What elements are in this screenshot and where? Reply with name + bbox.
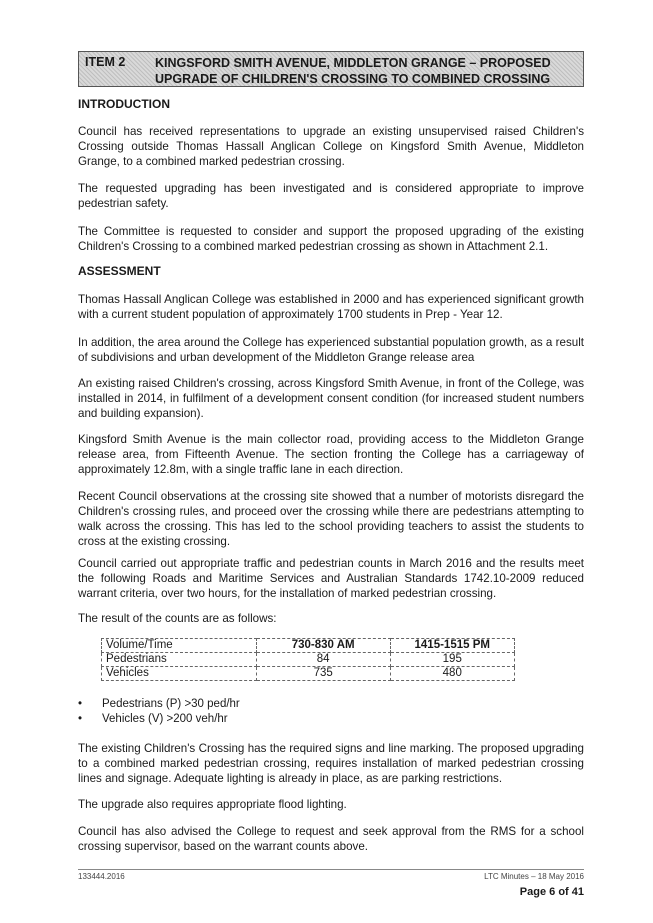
assessment-paragraph-1: Thomas Hassall Anglican College was established in 2000 and has experienced significant growth with a current student population of approximately 1700 students in Prep - Year 12. (78, 293, 584, 321)
assessment-paragraph-6: Council carried out appropriate traffic and pedestrian counts in March 2016 and the results meet the following Roads and Maritime Services and Australian Standards 1742.10-2009 reduced warrant criteria, over two hours, for the installation of marked pedestrian crossing. (78, 557, 584, 600)
assessment-paragraph-4: Kingsford Smith Avenue is the main collector road, providing access to the Middleton Grange release area, from Fifteenth Avenue. The section fronting the College has a carriageway of approximately 12.8m, with a single traffic lane in each direction. (78, 433, 584, 476)
table-header-cell: 730-830 AM (256, 639, 390, 653)
page-number: Page 6 of 41 (519, 886, 584, 898)
table-cell: Pedestrians (102, 653, 257, 667)
item-header-box (78, 51, 584, 87)
footer-minutes-date: LTC Minutes – 18 May 2016 (484, 872, 584, 881)
table-cell: Vehicles (102, 667, 257, 681)
table-header-cell: Volume/Time (102, 639, 257, 653)
assessment-paragraph-2: In addition, the area around the College has experienced substantial population growth, as a result of subdivisions and urban development of the Middleton Grange release area (78, 336, 584, 364)
item-title (155, 55, 580, 87)
criteria-bullet-list (78, 697, 240, 727)
list-item (78, 697, 240, 712)
counts-table (101, 638, 515, 681)
bullet-text: Vehicles (V) >200 veh/hr (102, 713, 228, 725)
intro-paragraph-1: Council has received representations to upgrade an existing unsupervised raised Children's Crossing outside Thomas Hassall Anglican College on Kingsford Smith Avenue, Middleton Grange, to a combined marked pedestrian crossing. (78, 125, 584, 168)
intro-paragraph-3: The Committee is requested to consider and support the proposed upgrading of the existing Children's Crossing to a combined marked pedestrian crossing as shown in Attachment 2.1. (78, 225, 584, 253)
table-cell: 480 (390, 667, 515, 681)
assessment-paragraph-7: The result of the counts are as follows: (78, 612, 277, 625)
table-cell: 735 (256, 667, 390, 681)
assessment-paragraph-5: Recent Council observations at the crossing site showed that a number of motorists disregard the Children's crossing rules, and proceed over the crossing while there are pedestrians attempting to walk across the crossing. This has led to the school providing teachers to assist the students to cross at the existing crossing. (78, 490, 584, 548)
bullet-icon: • (78, 698, 83, 710)
table-header-row (102, 639, 515, 653)
introduction-heading: INTRODUCTION (78, 97, 170, 111)
item-title-line-2: UPGRADE OF CHILDREN'S CROSSING TO COMBINED CROSSING (155, 72, 551, 86)
footer-divider (78, 869, 584, 870)
table-header-cell: 1415-1515 PM (390, 639, 515, 653)
bullet-text: Pedestrians (P) >30 ped/hr (102, 698, 240, 710)
table-cell: 195 (390, 653, 515, 667)
intro-paragraph-2: The requested upgrading has been investigated and is considered appropriate to improve pedestrian safety. (78, 182, 584, 210)
assessment-paragraph-9: The upgrade also requires appropriate flood lighting. (78, 798, 347, 811)
list-item (78, 712, 240, 727)
assessment-heading: ASSESSMENT (78, 264, 161, 278)
assessment-paragraph-3: An existing raised Children's crossing, across Kingsford Smith Avenue, in front of the College, was installed in 2014, in fulfilment of a development consent condition (for increased student numbers and building expansion). (78, 377, 584, 420)
item-title-line-1: KINGSFORD SMITH AVENUE, MIDDLETON GRANGE – PROPOSED (155, 56, 551, 70)
item-number: ITEM 2 (85, 55, 126, 69)
table-row (102, 653, 515, 667)
bullet-icon: • (78, 713, 83, 725)
assessment-paragraph-8: The existing Children's Crossing has the required signs and line marking. The proposed upgrading to a combined marked pedestrian crossing, requires installation of marked pedestrian crossing lines and signage. Adequate lighting is already in place, as are parking restrictions. (78, 742, 584, 785)
table-cell: 84 (256, 653, 390, 667)
footer-reference: 133444.2016 (78, 872, 125, 881)
table-row (102, 667, 515, 681)
assessment-paragraph-10: Council has also advised the College to request and seek approval from the RMS for a school crossing supervisor, based on the warrant counts above. (78, 825, 584, 853)
